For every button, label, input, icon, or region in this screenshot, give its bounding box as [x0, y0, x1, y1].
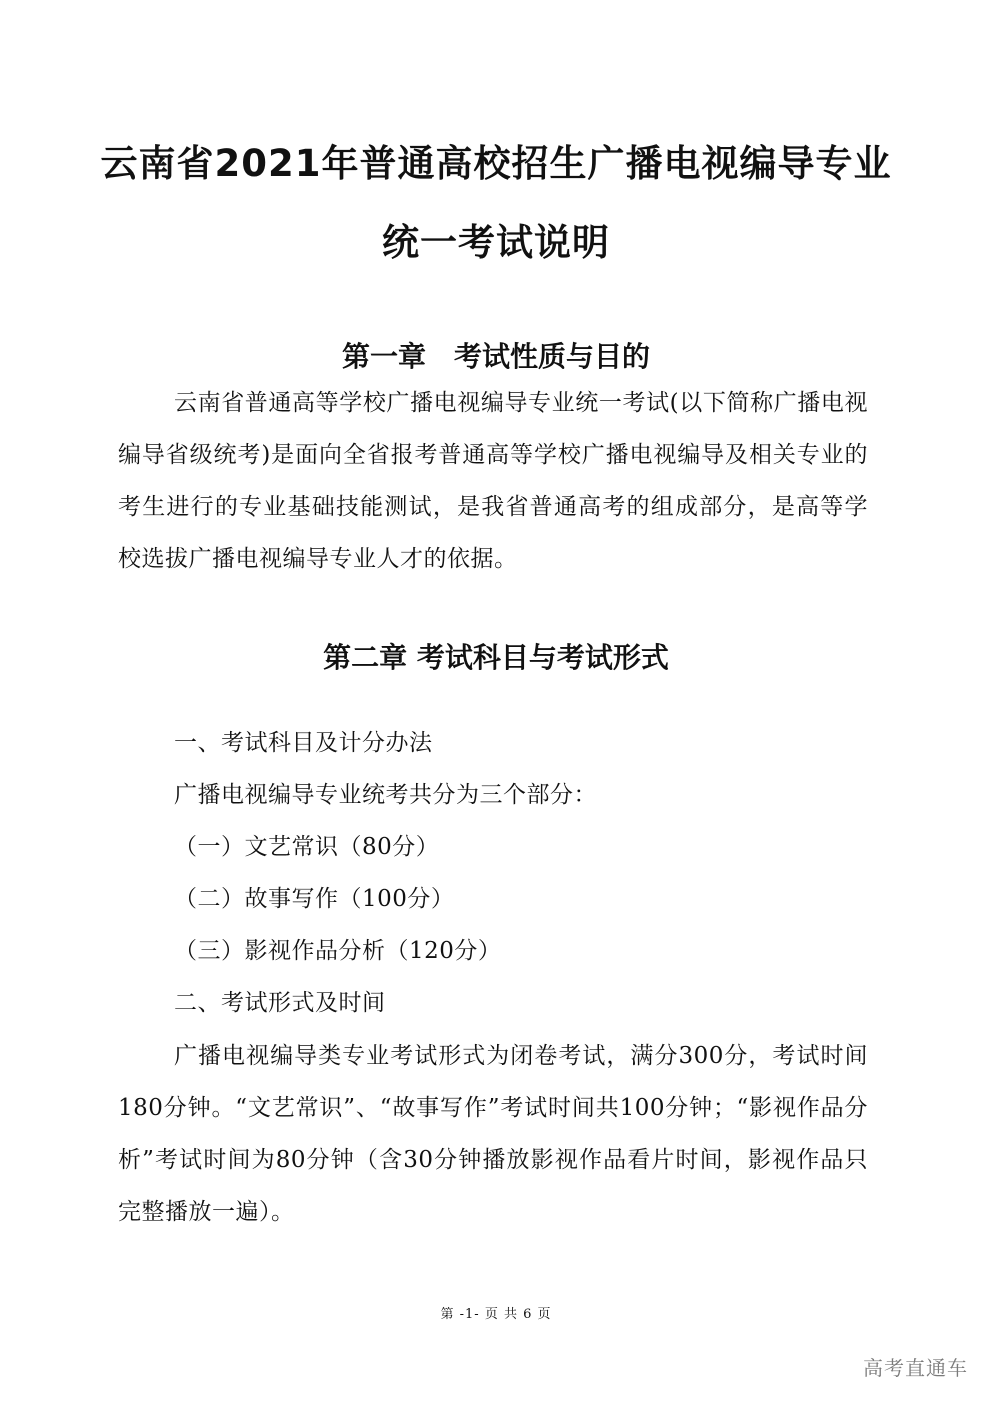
chapter1-paragraph: 云南省普通高等学校广播电视编导专业统一考试(以下简称广播电视编导省级统考)是面向全省报考普通高等学校广播电视编导及相关专业的考生进行的专业基础技能测试，是我省普通高考的组成部分，是高等学校选拔广播电视编导专业人才的依据。: [118, 390, 868, 572]
chapter1-heading: 第一章 考试性质与目的: [341, 340, 650, 373]
chapter2-heading: 第二章 考试科目与考试形式: [323, 641, 669, 674]
page-footer: 第 -1- 页 共 6 页: [440, 1307, 552, 1322]
watermark: 高考直通车: [863, 1356, 968, 1380]
section1-heading: 一、考试科目及计分办法: [174, 730, 433, 756]
subject-item: （三）影视作品分析（120分）: [174, 938, 502, 964]
section2-heading: 二、考试形式及时间: [174, 990, 386, 1016]
document-title-line2: 统一考试说明: [382, 221, 610, 264]
document-title-line1: 云南省2021年普通高校招生广播电视编导专业: [100, 142, 892, 185]
subject-item: （一）文艺常识（80分）: [174, 834, 440, 860]
section2-paragraph: 广播电视编导类专业考试形式为闭卷考试，满分300分，考试时间180分钟。“文艺常识”、“故事写作”考试时间共100分钟；“影视作品分析”考试时间为80分钟（含30分钟播放影视作品看片时间，影视作品只完整播放一遍）。: [118, 1043, 868, 1225]
section1-intro: 广播电视编导专业统考共分为三个部分：: [174, 782, 597, 808]
subject-item: （二）故事写作（100分）: [174, 886, 455, 912]
